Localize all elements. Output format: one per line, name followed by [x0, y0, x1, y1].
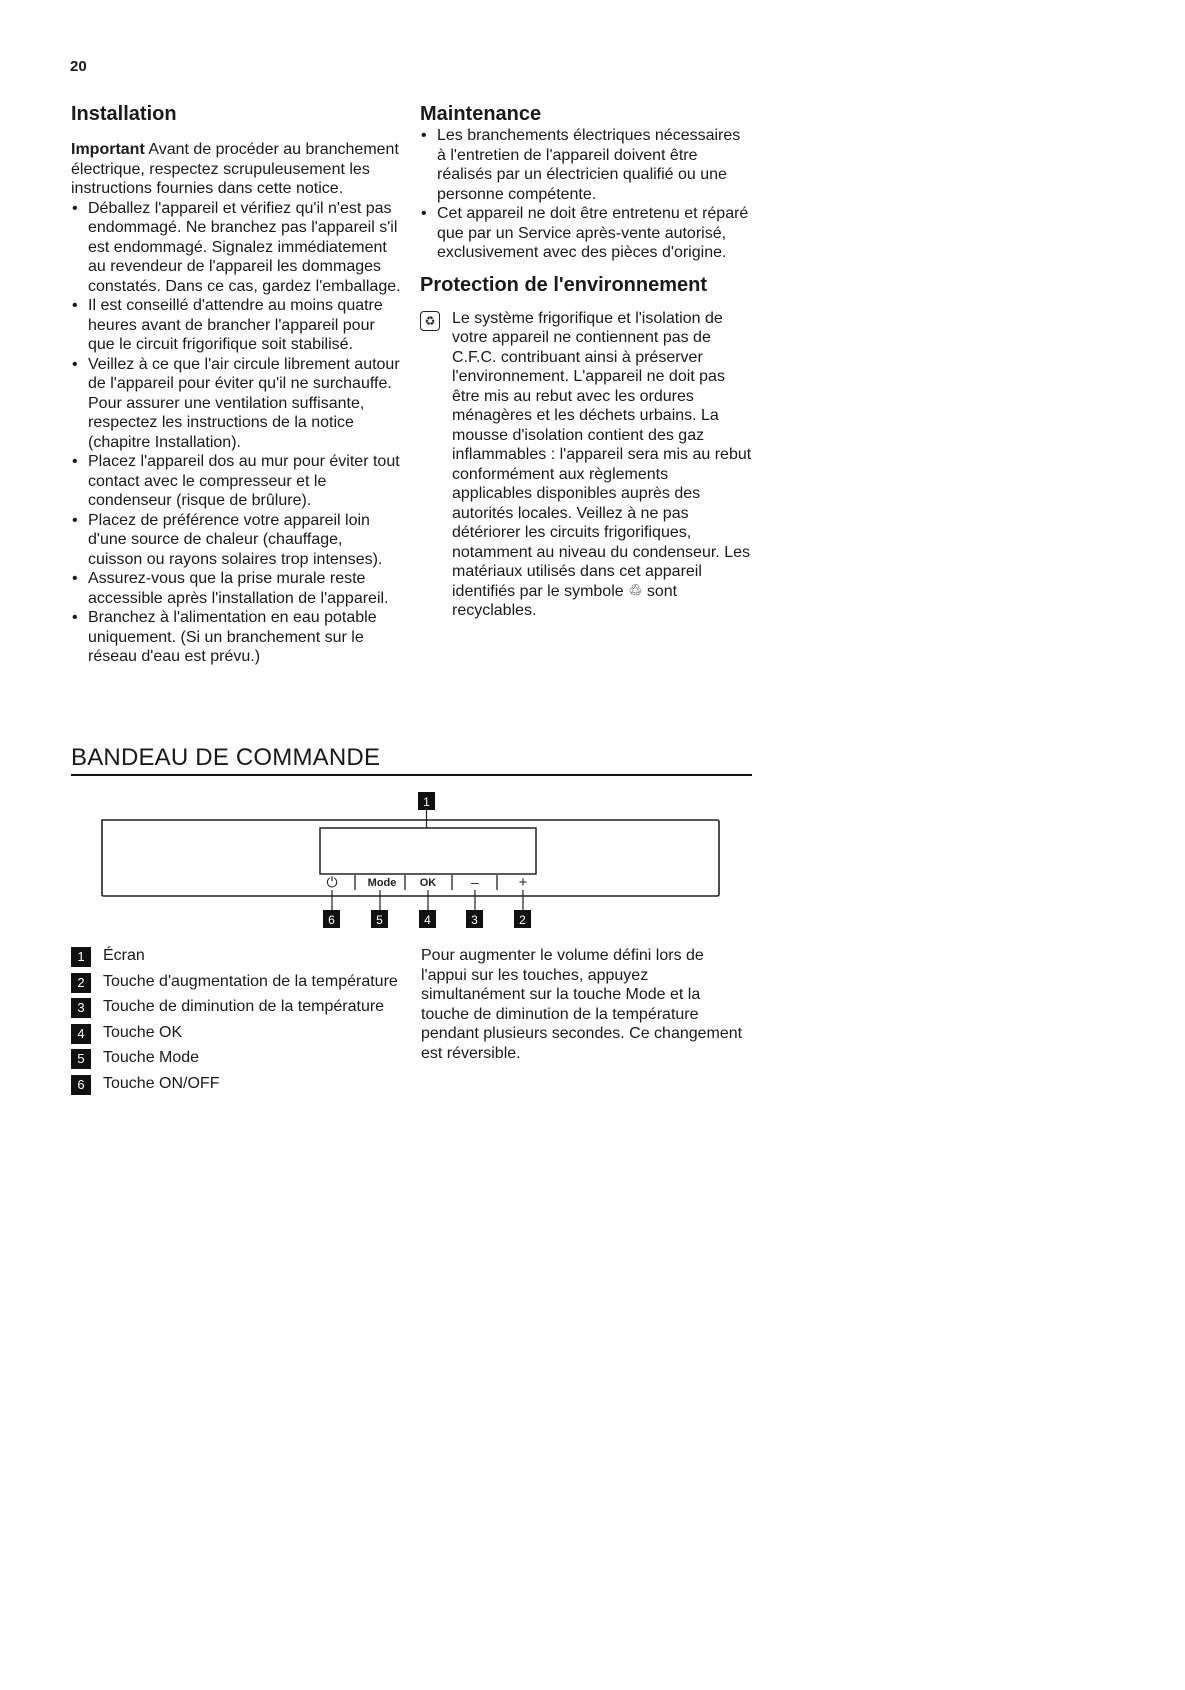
control-panel-diagram: [0, 780, 1185, 940]
installation-intro: [71, 140, 401, 199]
plus-button-label: +: [518, 874, 528, 891]
panel-outline: [102, 820, 719, 896]
legend-item: [71, 1074, 401, 1094]
callout-4-label: 4: [424, 913, 431, 927]
legend-label: Écran: [103, 947, 145, 964]
environment-text-part: sont recyclables.: [452, 582, 678, 619]
installation-list: [71, 199, 401, 667]
list-item: • Déballez l'appareil et vérifiez qu'il n'est pas endommagé. Ne branchez pas l'appareil s'il est endommagé. Signalez immédiatement au revendeur de l'appareil les dommages constatés. Dans ce cas, gardez l'emballage.: [71, 199, 401, 297]
legend-label: Touche d'augmentation de la température: [103, 972, 398, 990]
list-item: • Il est conseillé d'attendre au moins quatre heures avant de brancher l'appareil pour que le circuit frigorifique soit stabilisé.: [71, 296, 401, 355]
maintenance-title: Maintenance: [420, 103, 542, 125]
legend-label: Touche Mode: [103, 1049, 200, 1066]
legend-item: [71, 972, 401, 992]
mode-button-label: Mode: [367, 877, 397, 889]
installation-section: [71, 102, 401, 667]
callout-1-label: 1: [423, 795, 430, 809]
legend-number: 4: [71, 1024, 91, 1044]
volume-note: Pour augmenter le volume défini lors de l'appui sur les touches, appuyez simultanément sur la touche Mode et la touche de diminution de la température pendant plusieurs secondes. Ce changement est réversible.: [421, 947, 743, 1062]
recycle-symbol-icon: ♲: [628, 582, 643, 600]
ok-button-label: OK: [419, 877, 437, 889]
maintenance-section: [420, 102, 752, 621]
maintenance-list: [420, 126, 752, 263]
list-item: • Placez de préférence votre appareil loin d'une source de chaleur (chauffage, cuisson ou rayons solaires trop intenses).: [71, 511, 401, 570]
legend-item: [71, 1048, 401, 1068]
minus-button-label: –: [471, 874, 479, 890]
callout-6-label: 6: [328, 913, 335, 927]
legend-item: [71, 997, 401, 1017]
environment-title: Protection de l'environnement: [420, 273, 708, 296]
section-divider: [71, 774, 752, 776]
legend-number: 3: [71, 998, 91, 1018]
legend-number: 6: [71, 1075, 91, 1095]
legend-item: [71, 946, 401, 966]
list-item: • Cet appareil ne doit être entretenu et réparé que par un Service après-vente autorisé, exclusivement avec des pièces d'origine.: [420, 204, 752, 263]
installation-title: Installation: [71, 103, 177, 125]
page-number: 20: [70, 58, 87, 75]
list-item: • Veillez à ce que l'air circule librement autour de l'appareil pour éviter qu'il ne surchauffe. Pour assurer une ventilation suffisante, respectez les instructions de la notice (chapitre Installation).: [71, 355, 401, 453]
legend-number: 2: [71, 973, 91, 993]
environment-text: [420, 309, 752, 621]
legend-label: Touche de diminution de la température: [103, 998, 385, 1015]
list-item: • Assurez-vous que la prise murale reste accessible après l'installation de l'appareil.: [71, 569, 401, 608]
list-item: • Placez l'appareil dos au mur pour éviter tout contact avec le compresseur et le condenseur (risque de brûlure).: [71, 452, 401, 511]
control-panel-title: BANDEAU DE COMMANDE: [71, 744, 381, 771]
legend-number: 5: [71, 1049, 91, 1069]
list-item: • Les branchements électriques nécessaires à l'entretien de l'appareil doivent être réalisés par un électricien qualifié ou une personne compétente.: [420, 126, 752, 204]
callout-5-label: 5: [376, 913, 383, 927]
legend-item: [71, 1023, 401, 1043]
environment-text-part: Le système frigorifique et l'isolation de votre appareil ne contiennent pas de C.F.C. contribuant ainsi à préserver l'environnement. L'appareil ne doit pas être mis au rebut avec les ordures ménagères et les déchets urbains. La mousse d'isolation contient des gaz inflammables : l'appareil sera mis au rebut conformément aux règlements applicables disponibles auprès des autorités locales. Veillez à ne pas détériorer les circuits frigorifiques, notamment au niveau du condenseur. Les matériaux utilisés dans cet appareil identifiés par le symbole: [452, 309, 752, 600]
important-label: Important: [71, 141, 145, 158]
control-legend: [71, 946, 401, 1099]
legend-label: Touche ON/OFF: [103, 1074, 220, 1092]
important-text: Avant de procéder au branchement électrique, respectez scrupuleusement les instructions fournies dans cette notice.: [71, 141, 399, 197]
legend-label: Touche OK: [103, 1023, 183, 1041]
legend-number: 1: [71, 947, 91, 967]
display-screen: [320, 828, 536, 874]
recycle-hands-icon: ♻: [420, 311, 440, 331]
callout-3-label: 3: [471, 913, 478, 927]
callout-2-label: 2: [519, 913, 526, 927]
power-button-icon: ⏻: [326, 875, 338, 891]
list-item: • Branchez à l'alimentation en eau potable uniquement. (Si un branchement sur le réseau d'eau est prévu.): [71, 608, 401, 667]
